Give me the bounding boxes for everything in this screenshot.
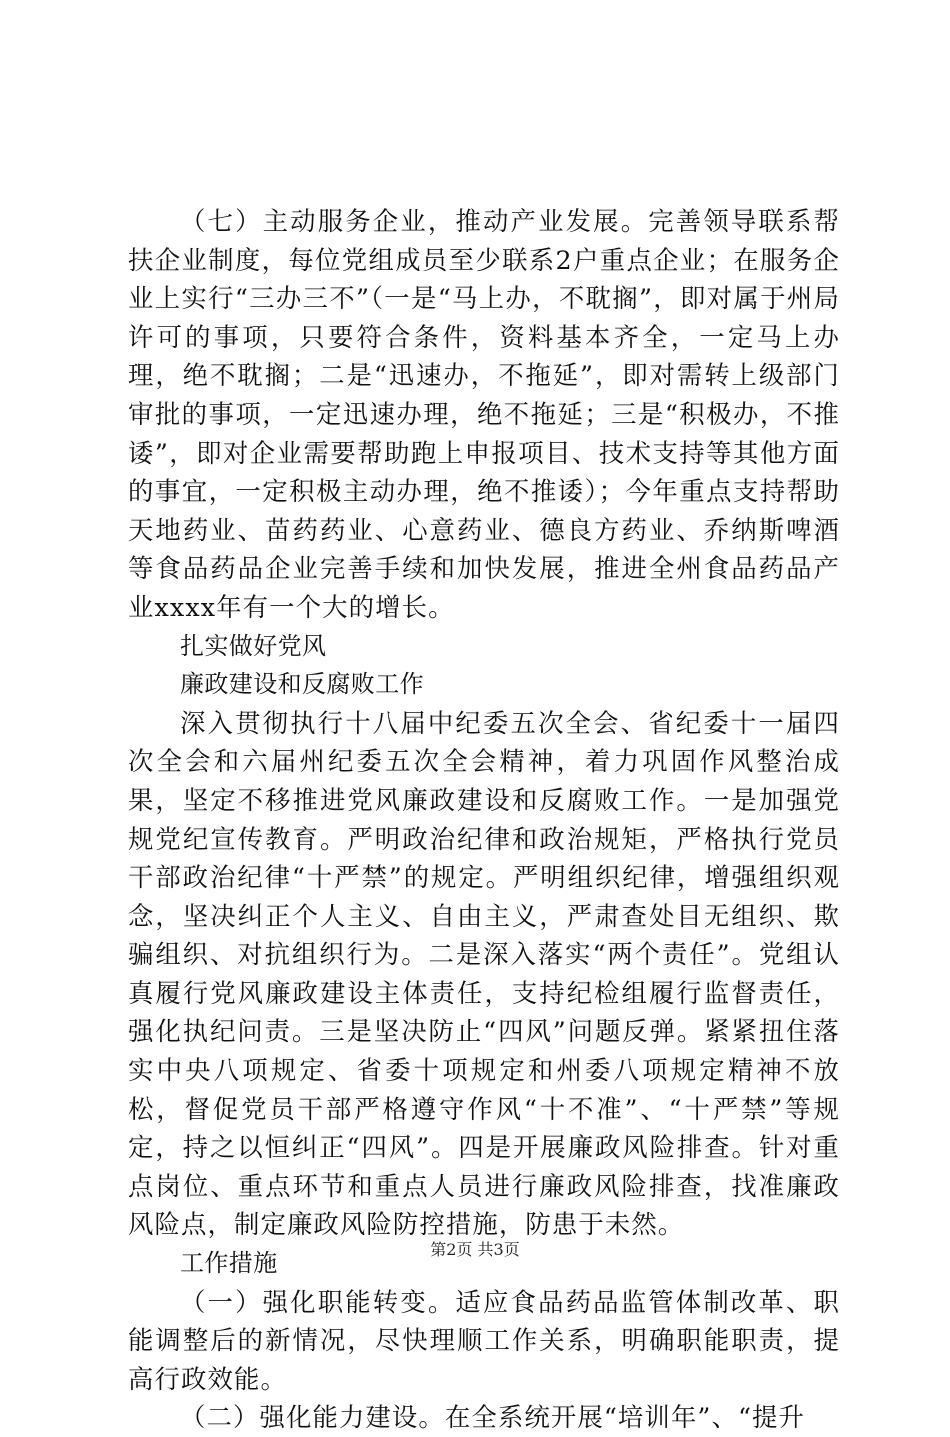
- paragraph-service-enterprises: （七）主动服务企业，推动产业发展。完善领导联系帮扶企业制度，每位党组成员至少联系2户重点企业；在服务企业上实行“三办三不”（一是“马上办，不耽搁”，即对属于州局许可的事项，只要符合条件，资料基本齐全，一定马上办理，绝不耽搁；二是“迅速办，不拖延”，即对需转上级部门审批的事项，一定迅速办理，绝不拖延；三是“积极办，不推诿”，即对企业需要帮助跑上申报项目、技术支持等其他方面的事宜，一定积极主动办理，绝不推诿）；今年重点支持帮助天地药业、苗药药业、心意药业、德良方药业、乔纳斯啤酒等食品药品企业完善手续和加快发展，推进全州食品药品产业xxxx年有一个大的增长。: [128, 206, 840, 622]
- section-heading-party-style: 扎实做好党风: [180, 631, 327, 660]
- page-footer: 第2页 共3页: [430, 1240, 520, 1259]
- paragraph-anti-corruption: 深入贯彻执行十八届中纪委五次全会、省纪委十一届四次全会和六届州纪委五次全会精神，着力巩固作风整治成果，坚定不移推进党风廉政建设和反腐败工作。一是加强党规党纪宣传教育。严明政治纪律和政治规矩，严格执行党员干部政治纪律“十严禁”的规定。严明组织纪律，增强组织观念，坚决纠正个人主义、自由主义，严肃查处目无组织、欺骗组织、对抗组织行为。二是深入落实“两个责任”。党组认真履行党风廉政建设主体责任，支持纪检组履行监督责任，强化执纪问责。三是坚决防止“四风”问题反弹。紧紧扭住落实中央八项规定、省委十项规定和州委八项规定精神不放松，督促党员干部严格遵守作风“十不准”、“十严禁”等规定，持之以恒纠正“四风”。四是开展廉政风险排查。针对重点岗位、重点环节和重点人员进行廉政风险排查，找准廉政风险点，制定廉政风险防控措施，防患于未然。: [128, 707, 840, 1240]
- section-heading-anti-corruption: 廉政建设和反腐败工作: [180, 670, 424, 699]
- paragraph-function-transformation: （一）强化职能转变。适应食品药品监管体制改革、职能调整后的新情况，尽快理顺工作关系，明确职能职责，提高行政效能。: [128, 1286, 840, 1394]
- section-heading-work-measures: 工作措施: [180, 1249, 278, 1278]
- paragraph-capacity-building: （二）强化能力建设。在全系统开展“培训年”、“提升: [180, 1402, 806, 1433]
